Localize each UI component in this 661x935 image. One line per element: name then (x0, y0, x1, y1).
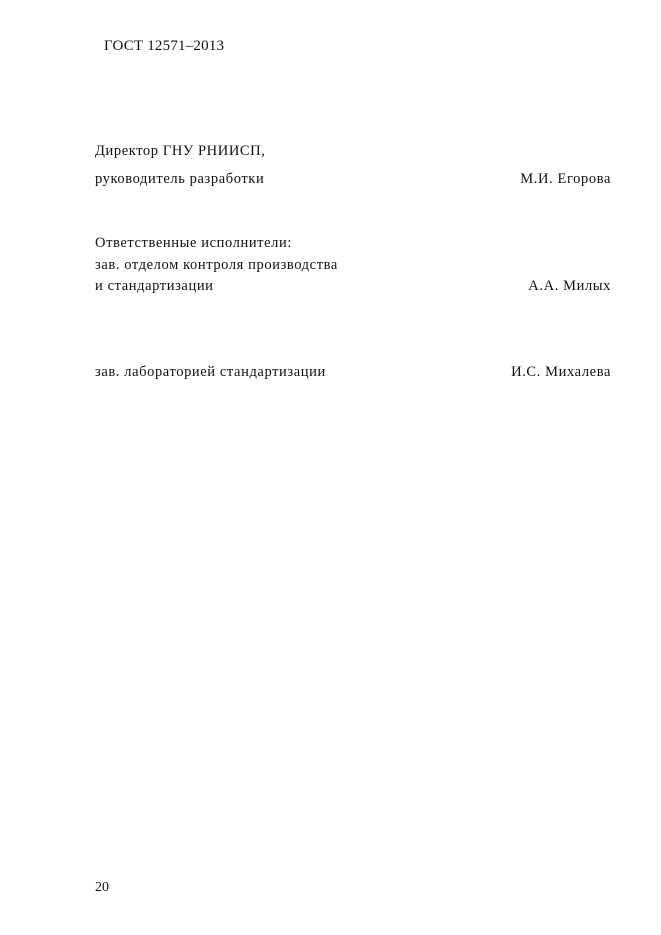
head1-role-line2: и стандартизации (95, 278, 214, 294)
page-number: 20 (95, 880, 109, 895)
head1-name: А.А. Милых (528, 278, 611, 294)
director-title: Директор ГНУ РНИИСП, (95, 143, 266, 159)
standard-header: ГОСТ 12571–2013 (104, 38, 225, 54)
director-role: руководитель разработки (95, 171, 265, 187)
head2-name: И.С. Михалева (511, 364, 611, 380)
responsible-heading: Ответственные исполнители: (95, 235, 292, 251)
head2-role: зав. лабораторией стандартизации (95, 364, 326, 380)
director-name: М.И. Егорова (520, 171, 611, 187)
head1-role-line1: зав. отделом контроля производства (95, 257, 338, 273)
